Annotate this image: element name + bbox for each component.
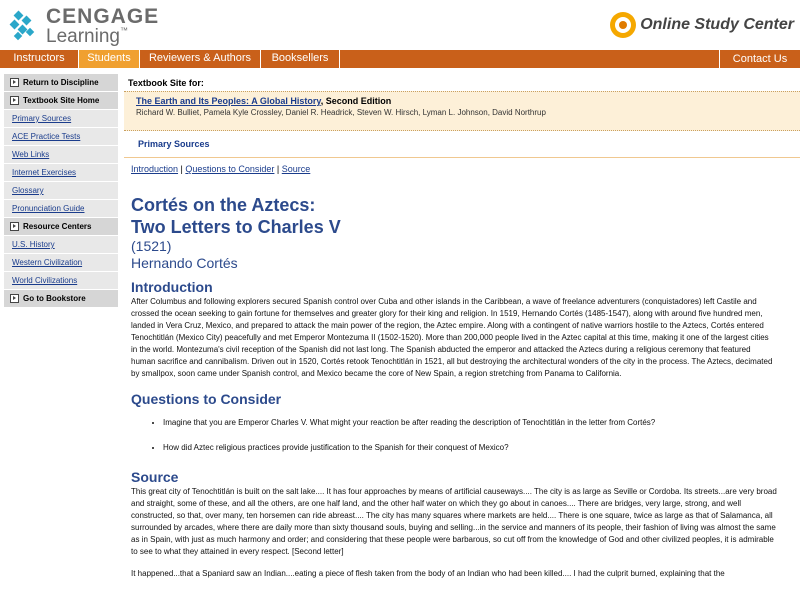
main-content bbox=[124, 78, 800, 580]
logo-line1: CENGAGE bbox=[46, 5, 160, 28]
textbook-title-line bbox=[136, 96, 788, 106]
link-introduction[interactable]: Introduction bbox=[131, 164, 179, 174]
sidebar bbox=[4, 74, 118, 308]
introduction-heading: Introduction bbox=[131, 279, 213, 295]
source-text: This great city of Tenochtitlán is built on the salt lake.... It has four approaches by means of artificial causeways.... The city is as large as Seville or Cordoba. Its streets...are very broad and straight, some of these, and all the others, are one half land, and the other half water on which they go about in canoes.... There are bridges, very large, strong, and well constructed, so that, over many, ten horsemen can ride abreast.... The city has many squares where markets are held.... There is one square, twice as large as that of Salamanca, all surrounded by arcades, where there are daily more than sixty thousand souls, buying and selling...in the service and manners of its people, their fashion of living was almost the same as in Spain, with just as much harmony and order; and considering that these people were barbarous, so cut off from the knowledge of God and other civilized peoples, it is admirable to see to what they attained in every respect. [Second letter] bbox=[131, 487, 777, 556]
logo-line2: Learning™ bbox=[46, 26, 128, 47]
sidebar-item-western-civilization[interactable]: Western Civilization bbox=[4, 254, 118, 272]
questions-list bbox=[131, 418, 777, 452]
sidebar-item-internet-exercises[interactable]: Internet Exercises bbox=[4, 164, 118, 182]
sidebar-item-label: Return to Discipline bbox=[23, 78, 99, 87]
article-year: (1521) bbox=[131, 238, 172, 254]
link-source[interactable]: Source bbox=[281, 164, 311, 174]
article bbox=[131, 194, 777, 580]
nav-contact-us[interactable]: Contact Us bbox=[719, 50, 800, 68]
nav-instructors[interactable]: Instructors bbox=[0, 50, 79, 68]
questions-heading: Questions to Consider bbox=[131, 391, 282, 407]
nav-booksellers[interactable]: Booksellers bbox=[261, 50, 340, 68]
sidebar-item-primary-sources[interactable]: Primary Sources bbox=[4, 110, 118, 128]
sidebar-item-return-to-discipline[interactable] bbox=[4, 74, 118, 92]
online-study-center-logo[interactable] bbox=[610, 12, 794, 38]
sidebar-item-textbook-site-home[interactable] bbox=[4, 92, 118, 110]
nav-students[interactable]: Students bbox=[79, 50, 140, 68]
sidebar-item-world-civilizations[interactable]: World Civilizations bbox=[4, 272, 118, 290]
page-anchor-links bbox=[131, 164, 800, 174]
cengage-logo-text bbox=[46, 6, 159, 46]
question-item: • Imagine that you are Emperor Charles V. What might your reaction be after reading the description of Tenochtitlán in the letter from Cortés? bbox=[163, 418, 777, 427]
sidebar-item-glossary[interactable]: Glossary bbox=[4, 182, 118, 200]
sidebar-item-label: Resource Centers bbox=[23, 222, 92, 231]
source-heading: Source bbox=[131, 469, 179, 485]
textbook-title-link[interactable]: The Earth and Its Peoples: A Global History bbox=[136, 96, 321, 106]
textbook-info-box bbox=[124, 91, 800, 131]
link-questions[interactable]: Questions to Consider bbox=[185, 164, 275, 174]
sidebar-item-label: Textbook Site Home bbox=[23, 96, 100, 105]
sidebar-item-us-history[interactable]: U.S. History bbox=[4, 236, 118, 254]
nav-reviewers-authors[interactable]: Reviewers & Authors bbox=[140, 50, 261, 68]
study-center-label: Online Study Center bbox=[640, 16, 794, 33]
question-item: • How did Aztec religious practices provide justification to the Spanish for their conquest of Mexico? bbox=[163, 443, 777, 452]
study-center-icon bbox=[610, 12, 636, 38]
article-title-line2: Two Letters to Charles V bbox=[131, 217, 341, 237]
introduction-text: After Columbus and following explorers secured Spanish control over Cuba and other islands in the Caribbean, a wave of freelance adventurers (conquistadores) left Castile and crossed the ocean seeking to gain fortune for themselves and greater glory for their king and religion. In 1519, Hernando Cortés (1485-1547), along with around five hundred men, landed in Vera Cruz, Mexico, and prepared to attack the main power of the region, the Aztec empire. Along with a contingent of native warriors hostile to the Aztecs, Cortés entered Tenochtitlán (Mexico City) peacefully and met Emperor Montezuma II (1502-1520). More than 200,000 people lived in the Aztec capital at this time, making it one of the largest cities in the world. Montezuma's civil reception of the Spanish did not last long. The Spanish abducted the emperor and attacked the Aztecs during a religious ceremony that featured human sacrifice and cannibalism. Driven out in 1520, Cortés retook Tenochtitlán in 1521, all but destroying the architectural wonders of the city in the process. The Aztecs, decimated by smallpox, soon came under Spanish control, and Mexico became the core of New Spain, a region stretching from Panama to California. bbox=[131, 297, 773, 378]
source-text-2: It happened...that a Spaniard saw an Indian....eating a piece of flesh taken from the body of an Indian who had been killed.... I had the culprit burned, explaining that the bbox=[131, 569, 725, 578]
section-heading: Primary Sources bbox=[138, 139, 210, 149]
arrow-box-icon bbox=[10, 96, 19, 105]
sidebar-item-pronunciation-guide[interactable]: Pronunciation Guide bbox=[4, 200, 118, 218]
arrow-box-icon bbox=[10, 78, 19, 87]
arrow-box-icon bbox=[10, 222, 19, 231]
article-author: Hernando Cortés bbox=[131, 255, 238, 271]
textbook-site-label: Textbook Site for: bbox=[128, 78, 204, 88]
sidebar-item-label: Go to Bookstore bbox=[23, 294, 86, 303]
divider bbox=[124, 157, 800, 158]
link-separator: | bbox=[274, 164, 282, 174]
sidebar-item-resource-centers[interactable] bbox=[4, 218, 118, 236]
textbook-edition: , Second Edition bbox=[320, 96, 392, 106]
sidebar-item-web-links[interactable]: Web Links bbox=[4, 146, 118, 164]
cengage-logo[interactable] bbox=[8, 6, 159, 46]
top-nav bbox=[0, 50, 800, 68]
article-title-line1: Cortés on the Aztecs: bbox=[131, 195, 316, 215]
cengage-logo-mark-icon bbox=[8, 9, 42, 43]
sidebar-item-go-to-bookstore[interactable] bbox=[4, 290, 118, 308]
textbook-authors: Richard W. Bulliet, Pamela Kyle Crossley, Daniel R. Headrick, Steven W. Hirsch, Lyman L. Johnson, David Northrup bbox=[136, 108, 546, 117]
sidebar-item-ace-practice-tests[interactable]: ACE Practice Tests bbox=[4, 128, 118, 146]
arrow-box-icon bbox=[10, 294, 19, 303]
link-separator: | bbox=[178, 164, 186, 174]
article-title bbox=[131, 194, 777, 238]
site-header bbox=[0, 0, 800, 50]
